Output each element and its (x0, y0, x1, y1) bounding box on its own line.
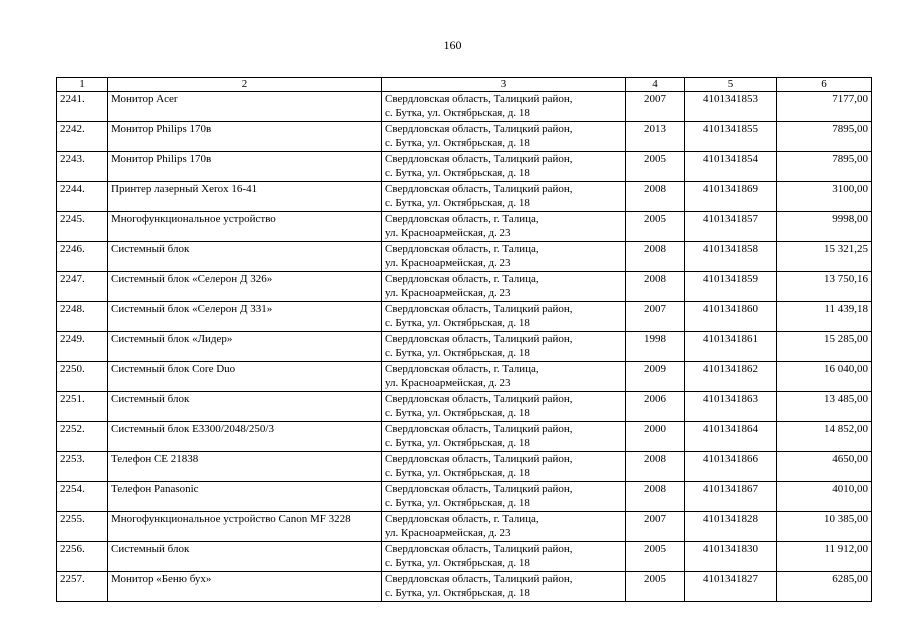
item-name-cell: Системный блок (108, 542, 382, 572)
address-cell (382, 92, 626, 122)
column-header: 4 (626, 78, 685, 92)
value-cell: 10 385,00 (777, 512, 872, 542)
inventory-number-cell: 4101341860 (685, 302, 777, 332)
value-cell: 6285,00 (777, 572, 872, 602)
value-cell: 16 040,00 (777, 362, 872, 392)
year-cell: 2005 (626, 542, 685, 572)
item-name-cell: Системный блок «Селерон Д 331» (108, 302, 382, 332)
table-row (57, 332, 872, 362)
row-number-cell: 2254. (57, 482, 108, 512)
year-cell: 2008 (626, 182, 685, 212)
inventory-number-cell: 4101341855 (685, 122, 777, 152)
address-line: с. Бутка, ул. Октябрьская, д. 18 (385, 137, 530, 149)
row-number-cell: 2246. (57, 242, 108, 272)
address-line: Свердловская область, Талицкий район, (385, 153, 573, 165)
item-name-cell: Многофункциональное устройство (108, 212, 382, 242)
address-line: ул. Красноармейская, д. 23 (385, 377, 511, 389)
inventory-number-cell: 4101341863 (685, 392, 777, 422)
column-header: 2 (108, 78, 382, 92)
column-header: 5 (685, 78, 777, 92)
address-line: с. Бутка, ул. Октябрьская, д. 18 (385, 587, 530, 599)
table-header-row (57, 78, 872, 92)
value-cell: 4650,00 (777, 452, 872, 482)
address-line: Свердловская область, Талицкий район, (385, 483, 573, 495)
table-row (57, 92, 872, 122)
item-name-cell: Системный блок (108, 242, 382, 272)
item-name-cell: Системный блок «Селерон Д 326» (108, 272, 382, 302)
address-line: ул. Красноармейская, д. 23 (385, 257, 511, 269)
address-line: с. Бутка, ул. Октябрьская, д. 18 (385, 347, 530, 359)
inventory-number-cell: 4101341827 (685, 572, 777, 602)
item-name-cell: Системный блок (108, 392, 382, 422)
address-line: ул. Красноармейская, д. 23 (385, 287, 511, 299)
address-line: Свердловская область, г. Талица, (385, 213, 539, 225)
address-cell (382, 572, 626, 602)
value-cell: 15 285,00 (777, 332, 872, 362)
address-line: Свердловская область, Талицкий район, (385, 453, 573, 465)
item-name-cell: Многофункциональное устройство Canon MF 3228 (108, 512, 382, 542)
address-line: Свердловская область, г. Талица, (385, 513, 539, 525)
year-cell: 2008 (626, 272, 685, 302)
item-name-cell: Монитор Philips 170в (108, 152, 382, 182)
value-cell: 7895,00 (777, 122, 872, 152)
table-row (57, 122, 872, 152)
row-number-cell: 2252. (57, 422, 108, 452)
value-cell: 7895,00 (777, 152, 872, 182)
address-line: Свердловская область, Талицкий район, (385, 123, 573, 135)
column-header: 6 (777, 78, 872, 92)
table-row (57, 212, 872, 242)
item-name-cell: Телефон CE 21838 (108, 452, 382, 482)
address-cell (382, 242, 626, 272)
address-line: ул. Красноармейская, д. 23 (385, 527, 511, 539)
year-cell: 2000 (626, 422, 685, 452)
value-cell: 3100,00 (777, 182, 872, 212)
item-name-cell: Системный блок «Лидер» (108, 332, 382, 362)
year-cell: 2009 (626, 362, 685, 392)
row-number-cell: 2241. (57, 92, 108, 122)
value-cell: 14 852,00 (777, 422, 872, 452)
row-number-cell: 2257. (57, 572, 108, 602)
year-cell: 2005 (626, 152, 685, 182)
item-name-cell: Системный блок E3300/2048/250/3 (108, 422, 382, 452)
page-number: 160 (443, 38, 462, 52)
year-cell: 2013 (626, 122, 685, 152)
address-cell (382, 182, 626, 212)
row-number-cell: 2247. (57, 272, 108, 302)
year-cell: 2008 (626, 242, 685, 272)
item-name-cell: Принтер лазерный Xerox 16-41 (108, 182, 382, 212)
address-line: Свердловская область, Талицкий район, (385, 303, 573, 315)
inventory-number-cell: 4101341828 (685, 512, 777, 542)
address-cell (382, 422, 626, 452)
address-line: Свердловская область, Талицкий район, (385, 393, 573, 405)
inventory-number-cell: 4101341858 (685, 242, 777, 272)
value-cell: 9998,00 (777, 212, 872, 242)
table-row (57, 362, 872, 392)
value-cell: 11 912,00 (777, 542, 872, 572)
property-table (56, 77, 872, 602)
address-line: Свердловская область, Талицкий район, (385, 423, 573, 435)
address-cell (382, 452, 626, 482)
inventory-number-cell: 4101341862 (685, 362, 777, 392)
column-header: 1 (57, 78, 108, 92)
address-line: с. Бутка, ул. Октябрьская, д. 18 (385, 557, 530, 569)
value-cell: 4010,00 (777, 482, 872, 512)
value-cell: 15 321,25 (777, 242, 872, 272)
row-number-cell: 2244. (57, 182, 108, 212)
item-name-cell: Монитор «Беню бух» (108, 572, 382, 602)
address-cell (382, 122, 626, 152)
row-number-cell: 2253. (57, 452, 108, 482)
table-row (57, 302, 872, 332)
column-header: 3 (382, 78, 626, 92)
year-cell: 2007 (626, 512, 685, 542)
address-line: Свердловская область, Талицкий район, (385, 93, 573, 105)
row-number-cell: 2250. (57, 362, 108, 392)
address-line: с. Бутка, ул. Октябрьская, д. 18 (385, 437, 530, 449)
address-line: с. Бутка, ул. Октябрьская, д. 18 (385, 197, 530, 209)
row-number-cell: 2242. (57, 122, 108, 152)
address-line: Свердловская область, Талицкий район, (385, 543, 573, 555)
table-row (57, 422, 872, 452)
table-row (57, 482, 872, 512)
inventory-number-cell: 4101341867 (685, 482, 777, 512)
address-line: с. Бутка, ул. Октябрьская, д. 18 (385, 317, 530, 329)
address-cell (382, 212, 626, 242)
address-cell (382, 302, 626, 332)
address-line: Свердловская область, Талицкий район, (385, 573, 573, 585)
address-line: Свердловская область, Талицкий район, (385, 333, 573, 345)
address-cell (382, 332, 626, 362)
row-number-cell: 2256. (57, 542, 108, 572)
address-cell (382, 152, 626, 182)
table-row (57, 242, 872, 272)
value-cell: 13 485,00 (777, 392, 872, 422)
row-number-cell: 2243. (57, 152, 108, 182)
inventory-number-cell: 4101341869 (685, 182, 777, 212)
year-cell: 2008 (626, 452, 685, 482)
year-cell: 2005 (626, 572, 685, 602)
year-cell: 2008 (626, 482, 685, 512)
address-line: с. Бутка, ул. Октябрьская, д. 18 (385, 497, 530, 509)
table-row (57, 542, 872, 572)
table-row (57, 512, 872, 542)
inventory-number-cell: 4101341861 (685, 332, 777, 362)
address-cell (382, 362, 626, 392)
address-line: Свердловская область, Талицкий район, (385, 183, 573, 195)
inventory-number-cell: 4101341866 (685, 452, 777, 482)
address-cell (382, 272, 626, 302)
address-line: с. Бутка, ул. Октябрьская, д. 18 (385, 107, 530, 119)
inventory-number-cell: 4101341857 (685, 212, 777, 242)
address-cell (382, 542, 626, 572)
inventory-number-cell: 4101341854 (685, 152, 777, 182)
year-cell: 2006 (626, 392, 685, 422)
inventory-number-cell: 4101341859 (685, 272, 777, 302)
item-name-cell: Системный блок Core Duo (108, 362, 382, 392)
address-line: ул. Красноармейская, д. 23 (385, 227, 511, 239)
table-row (57, 152, 872, 182)
row-number-cell: 2251. (57, 392, 108, 422)
address-line: Свердловская область, г. Талица, (385, 243, 539, 255)
address-line: с. Бутка, ул. Октябрьская, д. 18 (385, 407, 530, 419)
item-name-cell: Монитор Philips 170в (108, 122, 382, 152)
address-line: с. Бутка, ул. Октябрьская, д. 18 (385, 467, 530, 479)
address-cell (382, 482, 626, 512)
inventory-number-cell: 4101341853 (685, 92, 777, 122)
table-row (57, 572, 872, 602)
item-name-cell: Монитор Acer (108, 92, 382, 122)
item-name-cell: Телефон Panasonic (108, 482, 382, 512)
year-cell: 1998 (626, 332, 685, 362)
row-number-cell: 2249. (57, 332, 108, 362)
inventory-number-cell: 4101341864 (685, 422, 777, 452)
address-line: с. Бутка, ул. Октябрьская, д. 18 (385, 167, 530, 179)
table-row (57, 272, 872, 302)
address-line: Свердловская область, г. Талица, (385, 363, 539, 375)
table-row (57, 392, 872, 422)
table-row (57, 452, 872, 482)
inventory-number-cell: 4101341830 (685, 542, 777, 572)
table-row (57, 182, 872, 212)
value-cell: 13 750,16 (777, 272, 872, 302)
year-cell: 2007 (626, 92, 685, 122)
value-cell: 7177,00 (777, 92, 872, 122)
address-cell (382, 392, 626, 422)
year-cell: 2005 (626, 212, 685, 242)
table-body (57, 92, 872, 602)
address-cell (382, 512, 626, 542)
value-cell: 11 439,18 (777, 302, 872, 332)
row-number-cell: 2248. (57, 302, 108, 332)
year-cell: 2007 (626, 302, 685, 332)
row-number-cell: 2245. (57, 212, 108, 242)
address-line: Свердловская область, г. Талица, (385, 273, 539, 285)
row-number-cell: 2255. (57, 512, 108, 542)
